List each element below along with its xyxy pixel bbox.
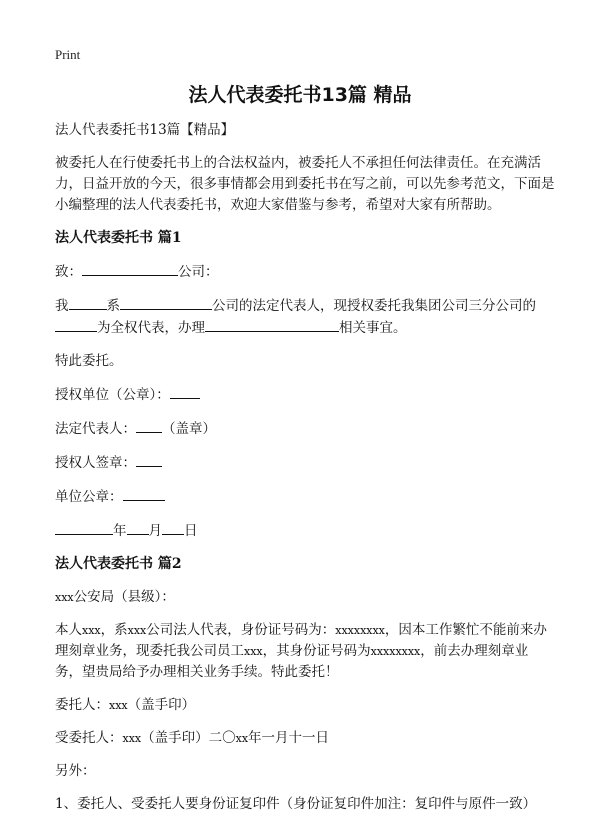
auth-unit-label: 授权单位（公章）： — [55, 387, 170, 403]
bureau-label: 公安局（县级）： — [73, 589, 175, 605]
unit-seal-label: 单位公章： — [55, 489, 123, 505]
date-line — [55, 520, 555, 542]
legal-rep-label: 法定代表人： — [55, 421, 136, 437]
day-label: 日 — [184, 523, 198, 539]
company-blank — [82, 261, 178, 276]
text-related-matters: 相关事宜。 — [339, 320, 407, 336]
name-blank — [69, 295, 107, 310]
month-blank — [127, 520, 149, 535]
legal-rep-blank — [136, 418, 162, 433]
signer-blank — [136, 452, 162, 467]
year-blank — [55, 520, 113, 535]
company-name-blank — [120, 295, 212, 310]
auth-unit-blank — [170, 384, 200, 399]
agent-label: 受委托人： — [55, 730, 123, 746]
p1-text: ，系 — [100, 622, 128, 638]
unit-seal-blank — [123, 486, 165, 501]
unit-seal-line — [55, 486, 555, 508]
text-legal-rep: 公司的法定代表人，现授权委托我集团公司三分公司的 — [212, 298, 536, 314]
section2-paragraph — [55, 620, 555, 683]
placeholder-text: xx — [235, 732, 249, 745]
p1-text: ，因本工作繁忙不能前来办理刻章业务，现委托我公司员工 — [55, 622, 547, 659]
placeholder-text: xxx — [244, 645, 263, 658]
signer-label: 授权人签章： — [55, 455, 136, 471]
placeholder-text: xxxxxxxx — [335, 624, 385, 637]
addressee-line — [55, 261, 555, 283]
authorizing-unit-line — [55, 384, 555, 406]
agent-blank — [55, 317, 97, 332]
to-prefix: 致： — [55, 264, 82, 280]
document-body — [55, 120, 555, 827]
bureau-placeholder: xxx — [55, 591, 74, 604]
section2-heading: 法人代表委托书 篇2 — [55, 556, 182, 572]
placeholder-text: xxx — [109, 699, 128, 712]
placeholder-text: xxx — [122, 732, 142, 745]
placeholder-text: xxx — [127, 624, 147, 637]
document-subtitle: 法人代表委托书13篇【精品】 — [55, 122, 235, 138]
p1-text: 公司法人代表，身份证号码为： — [146, 622, 336, 638]
additional-label: 另外： — [55, 763, 96, 779]
signer-line — [55, 452, 555, 474]
agent-line — [55, 728, 555, 749]
bureau-line — [55, 587, 555, 608]
day-blank — [162, 520, 184, 535]
fingerprint-date-label: （盖手印）二〇 — [141, 730, 236, 746]
document-title: 法人代表委托书13篇 精品 — [188, 84, 412, 106]
seal-label: （盖章） — [162, 421, 216, 437]
month-label: 月 — [148, 523, 162, 539]
year-label: 年 — [113, 523, 127, 539]
matter-blank — [205, 317, 339, 332]
date-label: 年一月十一日 — [248, 730, 330, 746]
additional-item-1: 1、委托人、受委托人要身份证复印件（身份证复印件加注：复印件与原件一致） — [55, 796, 537, 812]
placeholder-text: xxxxxxxx — [370, 645, 421, 658]
p1-text: ，其身份证号码为 — [262, 643, 371, 659]
intro-paragraph: 被委托人在行使委托书上的合法权益内，被委托人不承担任何法律责任。在充满活力，日益开放的今天，很多事情都会用到委托书在写之前，可以先参考范文，下面是小编整理的法人代表委托书，欢迎大家借鉴与参考，希望对大家有所帮助。 — [55, 155, 555, 213]
fingerprint-label: （盖手印） — [127, 697, 196, 713]
section1-heading: 法人代表委托书 篇1 — [55, 230, 182, 246]
placeholder-text: xxx — [82, 624, 101, 637]
to-suffix: 公司： — [178, 264, 219, 280]
text-me: 我 — [55, 298, 69, 314]
p1-text: ，前去办理刻章业务，望贵局给予办理相关业务手续。特此委托！ — [55, 643, 529, 680]
legal-rep-line — [55, 418, 555, 440]
text-full-agent: 为全权代表，办理 — [97, 320, 205, 336]
principal-line — [55, 695, 555, 716]
print-label: Print — [55, 47, 81, 62]
p1-text: 本人 — [55, 622, 82, 638]
text-is: 系 — [106, 298, 120, 314]
principal-label: 委托人： — [55, 697, 109, 713]
authorization-paragraph — [55, 295, 555, 339]
special-entrust: 特此委托。 — [55, 353, 123, 369]
